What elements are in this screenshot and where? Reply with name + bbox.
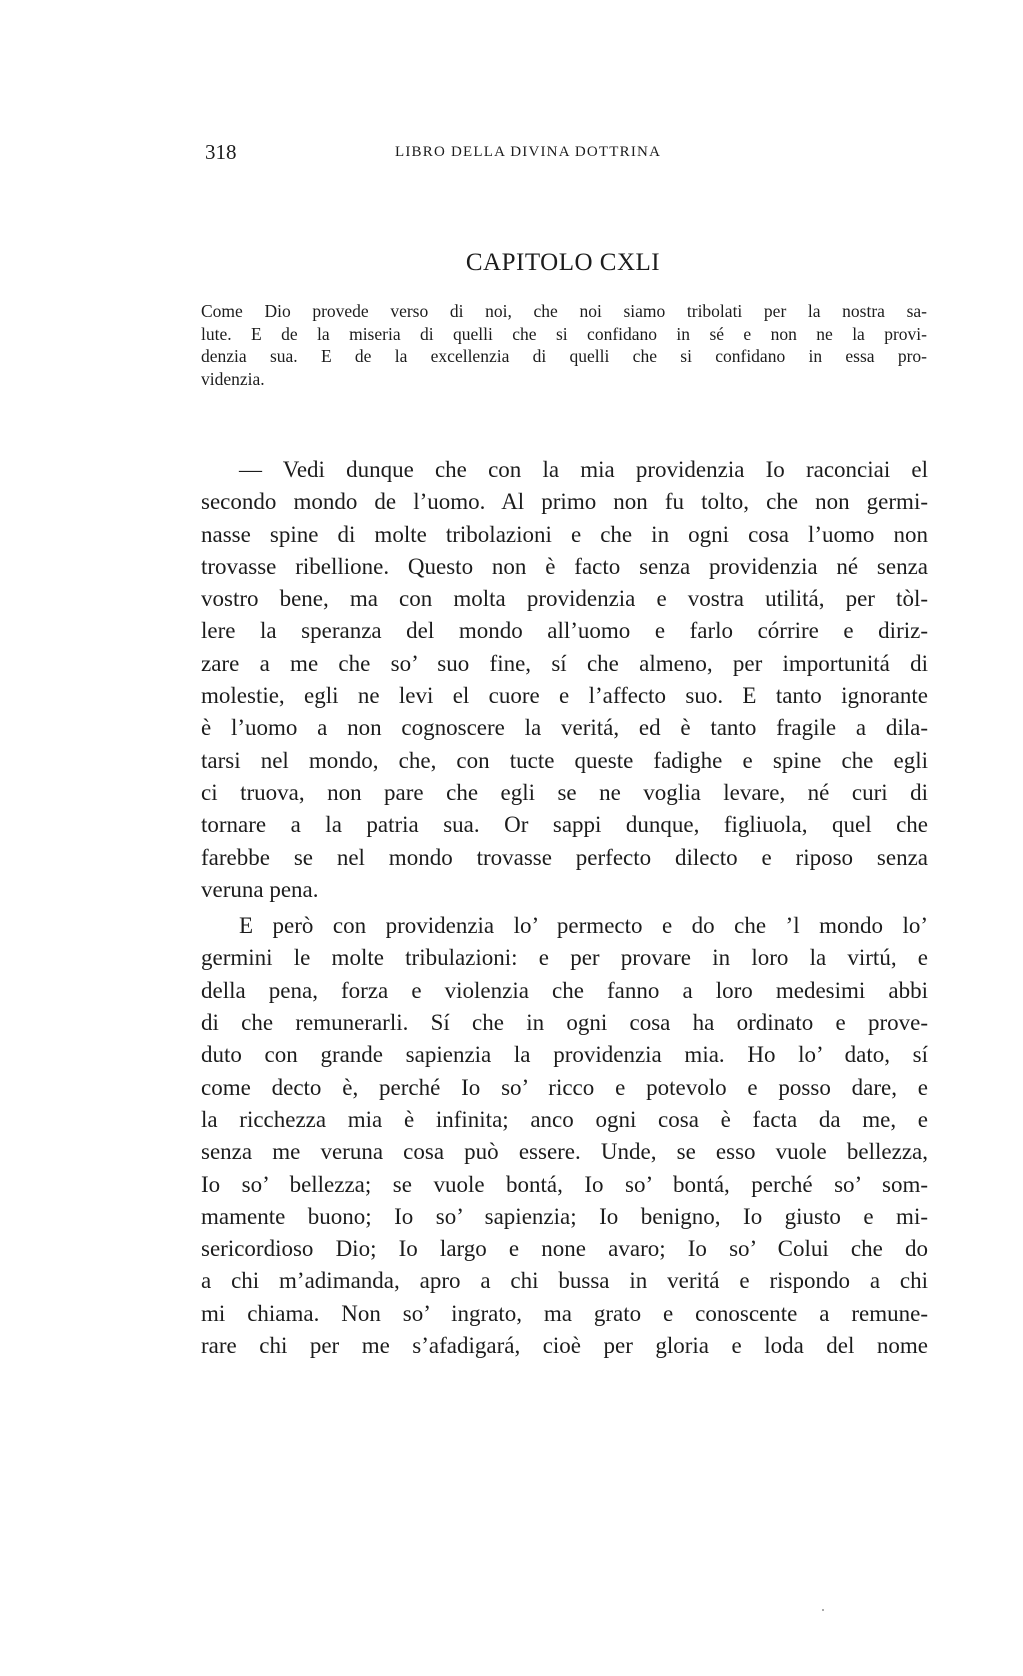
- text-line: a chi m’adimanda, apro a chi bussa in veritá e rispondo a chi: [201, 1268, 928, 1294]
- text-line: nasse spine di molte tribolazioni e che in ogni cosa l’uomo non: [201, 521, 928, 547]
- text-line: farebbe se nel mondo trovasse perfecto dilecto e riposo senza: [201, 844, 928, 870]
- text-line: molestie, egli ne levi el cuore e l’affecto suo. E tanto ignorante: [201, 683, 928, 709]
- text-line: vostro bene, ma con molta providenzia e vostra utilitá, per tòl-: [201, 586, 928, 612]
- text-line: — Vedi dunque che con la mia providenzia Io raconciai el: [239, 457, 928, 482]
- text-line: della pena, forza e violenzia che fanno a loro medesimi abbi: [201, 977, 928, 1003]
- text-line: mi chiama. Non so’ ingrato, ma grato e conoscente a remune-: [201, 1300, 928, 1326]
- text-line: come decto è, perché Io so’ ricco e potevolo e posso dare, e: [201, 1074, 928, 1100]
- text-line: sericordioso Dio; Io largo e none avaro; Io so’ Colui che do: [201, 1236, 928, 1262]
- text-line: E però con providenzia lo’ permecto e do che ’l mondo lo’: [239, 913, 928, 939]
- scan-speck: [822, 1609, 824, 1611]
- page-number: 318: [205, 140, 237, 164]
- text-line: trovasse ribellione. Questo non è facto senza providenzia né senza: [201, 553, 928, 579]
- text-line: senza me veruna cosa può essere. Unde, se esso vuole bellezza,: [201, 1139, 928, 1165]
- text-line: la ricchezza mia è infinita; anco ogni cosa è facta da me, e: [201, 1106, 928, 1132]
- text-line: è l’uomo a non cognoscere la veritá, ed è tanto fragile a dila-: [201, 715, 928, 741]
- chapter-title: CAPITOLO CXLI: [465, 249, 661, 276]
- running-header: LIBRO DELLA DIVINA DOTTRINA: [395, 144, 662, 160]
- text-line: di che remunerarli. Sí che in ogni cosa ha ordinato e prove-: [201, 1010, 928, 1036]
- body-text: [201, 454, 928, 1362]
- text-line: duto con grande sapienzia la providenzia mia. Ho lo’ dato, sí: [201, 1042, 928, 1068]
- text-line: rare chi per me s’afadigará, cioè per gloria e loda del nome: [201, 1333, 928, 1359]
- summary-line: Come Dio provede verso di noi, che noi siamo tribolati per la nostra sa-: [201, 301, 927, 321]
- text-line: veruna pena.: [201, 876, 319, 902]
- text-line: lere la speranza del mondo all’uomo e farlo córrire e diriz-: [201, 618, 928, 644]
- text-line: secondo mondo de l’uomo. Al primo non fu tolto, che non germi-: [201, 489, 928, 515]
- paragraph-2: [201, 910, 928, 1362]
- summary-line: denzia sua. E de la excellenzia di quelli che si confidano in essa pro-: [201, 346, 927, 367]
- paragraph-1: [201, 454, 928, 906]
- text-line: mamente buono; Io so’ sapienzia; Io benigno, Io giusto e mi-: [201, 1203, 928, 1229]
- text-line: tornare a la patria sua. Or sappi dunque, figliuola, quel che: [201, 812, 928, 838]
- text-line: ci truova, non pare che egli se ne voglia levare, né curi di: [201, 779, 928, 805]
- text-line: Io so’ bellezza; se vuole bontá, Io so’ bontá, perché so’ som-: [201, 1171, 928, 1197]
- summary-line: videnzia.: [201, 368, 265, 389]
- chapter-summary: [201, 300, 927, 390]
- text-line: tarsi nel mondo, che, con tucte queste fadighe e spine che egli: [201, 747, 928, 773]
- text-line: zare a me che so’ suo fine, sí che almeno, per importunitá di: [201, 650, 928, 676]
- text-line: germini le molte tribulazioni: e per provare in loro la virtú, e: [201, 945, 928, 971]
- summary-line: lute. E de la miseria di quelli che si confidano in sé e non ne la provi-: [201, 323, 927, 344]
